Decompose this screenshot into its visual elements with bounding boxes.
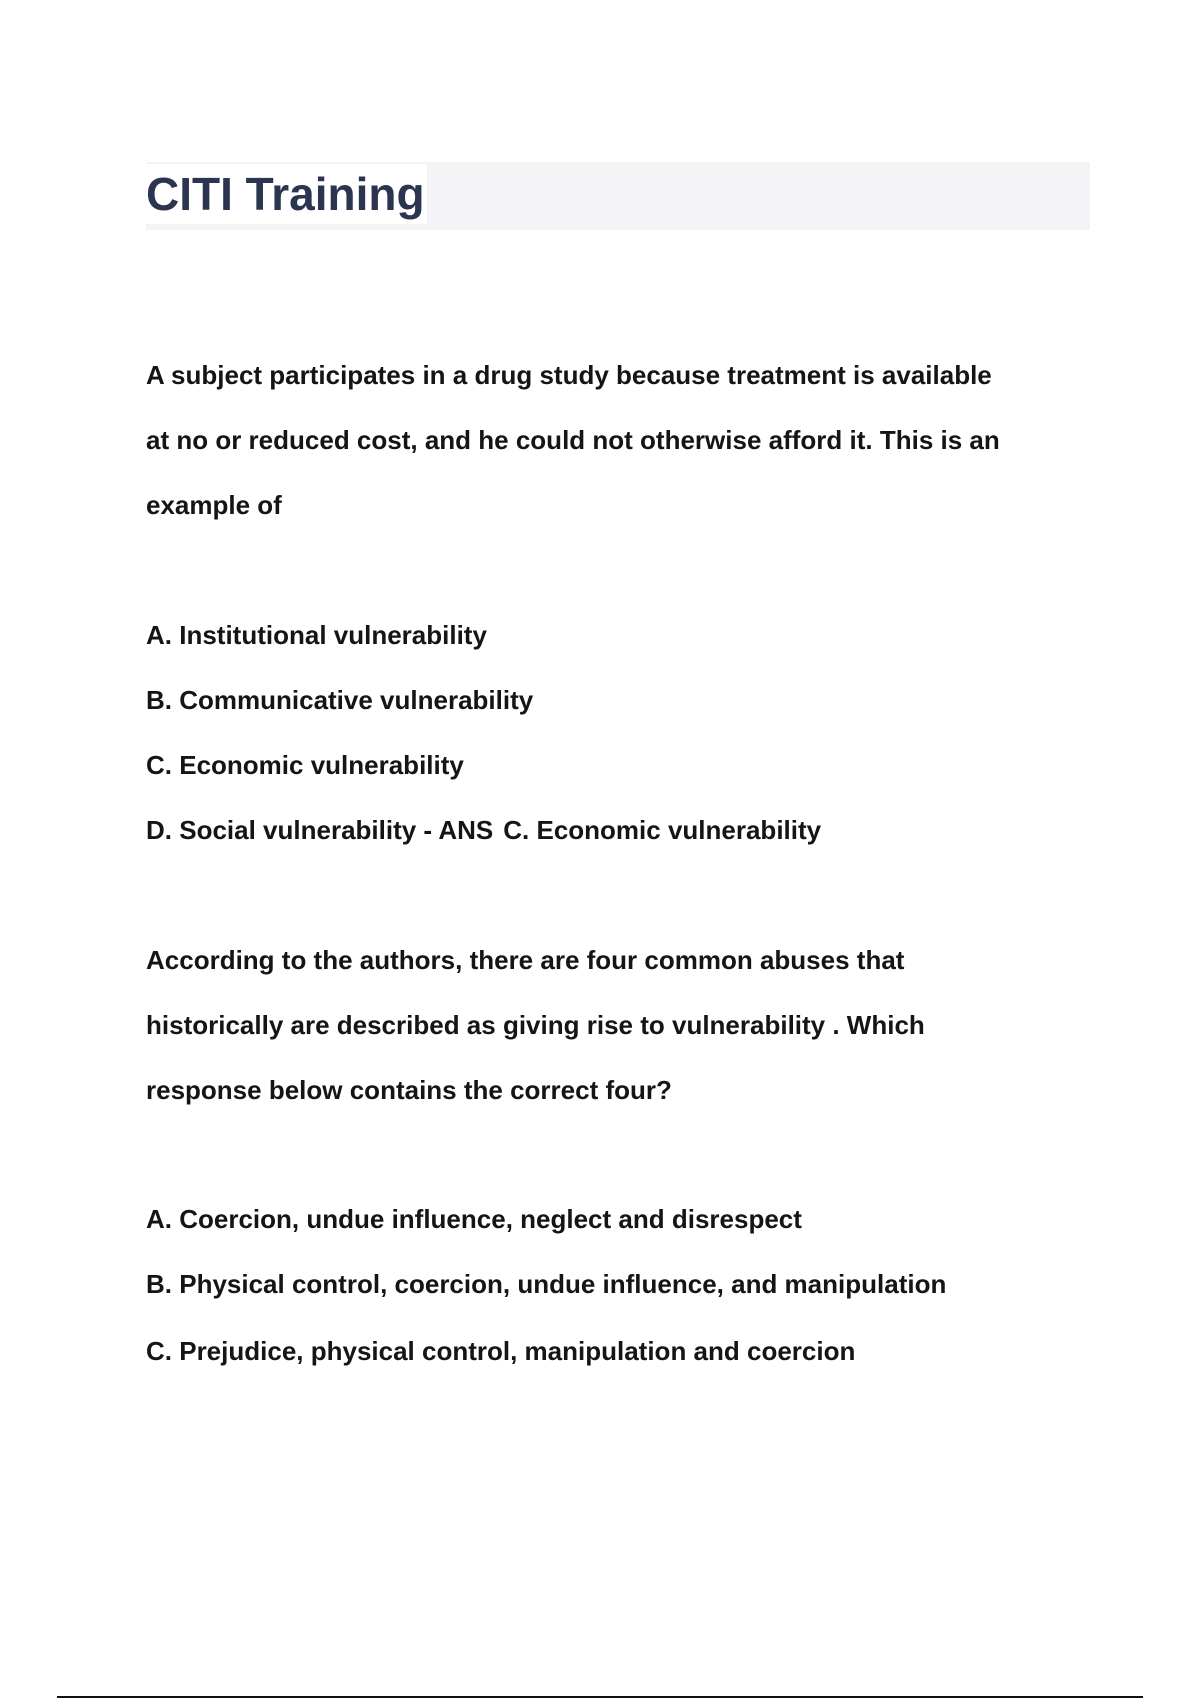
question-1-options xyxy=(146,603,1096,863)
question-1-option-d: D. Social vulnerability - xyxy=(146,815,439,845)
question-2-line-2: historically are described as giving rise to vulnerability . Which xyxy=(146,1010,925,1040)
answer-label: ANS xyxy=(438,815,494,845)
question-1-option-d-with-answer xyxy=(146,798,1096,863)
question-1-option-b: B. Communicative vulnerability xyxy=(146,685,534,715)
question-1-line-1: A subject participates in a drug study because treatment is available xyxy=(146,360,992,390)
question-1 xyxy=(146,343,1096,538)
question-2-option-a: A. Coercion, undue influence, neglect and disrespect xyxy=(146,1204,802,1234)
answer-text: C. Economic vulnerability xyxy=(503,815,822,845)
question-2-option-b: B. Physical control, coercion, undue influence, and manipulation xyxy=(146,1269,947,1299)
question-2-line-3: response below contains the correct four? xyxy=(146,1075,672,1105)
question-1-option-c: C. Economic vulnerability xyxy=(146,750,464,780)
question-2-line-1: According to the authors, there are four common abuses that xyxy=(146,945,905,975)
question-2 xyxy=(146,928,1096,1123)
question-1-line-3: example of xyxy=(146,490,282,520)
question-2-options xyxy=(146,1187,1096,1384)
page-title: CITI Training xyxy=(146,164,427,224)
footer-divider xyxy=(57,1696,1143,1698)
question-2-option-c: C. Prejudice, physical control, manipulation and coercion xyxy=(146,1336,856,1366)
question-1-line-2: at no or reduced cost, and he could not otherwise afford it. This is an xyxy=(146,425,1000,455)
question-1-option-a: A. Institutional vulnerability xyxy=(146,620,487,650)
